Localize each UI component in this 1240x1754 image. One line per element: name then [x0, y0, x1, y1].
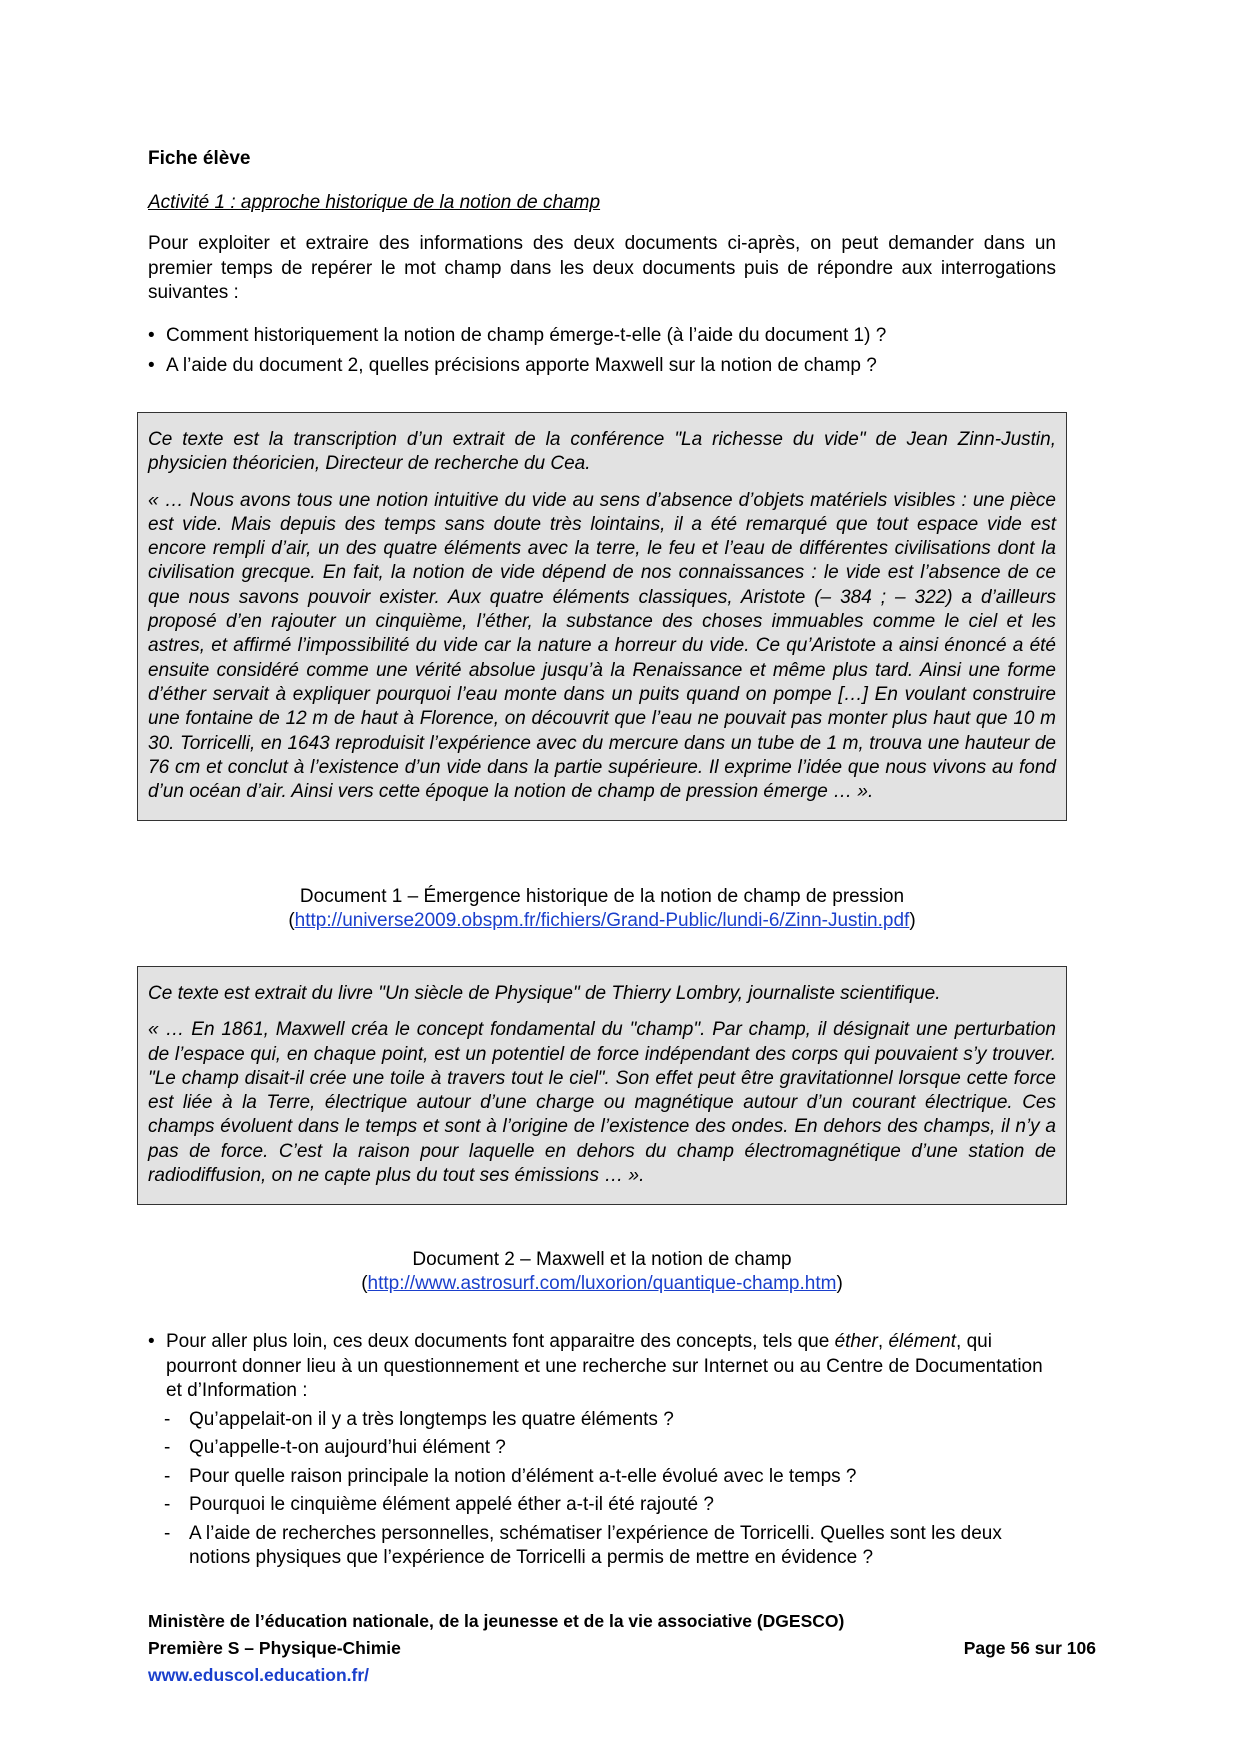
further-question-list — [148, 1408, 1056, 1571]
footer-course-row — [148, 1635, 1096, 1662]
page-title: Fiche élève — [148, 148, 251, 169]
document-2-caption-block — [148, 1248, 1056, 1296]
footer-course: Première S – Physique-Chimie — [148, 1638, 401, 1658]
document-1-source: (http://universe2009.obspm.fr/fichiers/Grand-Public/lundi-6/Zinn-Justin.pdf) — [288, 910, 916, 931]
further-question-item: - A l’aide de recherches personnelles, schématiser l’expérience de Torricelli. Quelles sont les deux notions physiques que l’expérience de Torricelli a permis de mettre en évidence ? — [148, 1522, 1056, 1571]
page-number: Page 56 sur 106 — [963, 1638, 1096, 1658]
question-item: • A l’aide du document 2, quelles précisions apporte Maxwell sur la notion de champ ? — [148, 354, 1056, 378]
document-1-box — [137, 412, 1067, 821]
document-2-link[interactable]: http://www.astrosurf.com/luxorion/quantique-champ.htm — [367, 1273, 837, 1294]
further-question-item: - Qu’appelait-on il y a très longtemps les quatre éléments ? — [148, 1408, 1056, 1433]
further-lead: • Pour aller plus loin, ces deux documents font apparaitre des concepts, tels que éther, élément, qui pourront donner lieu à un questionnement et une recherche sur Internet ou au Centre de Documentation et d’Information : — [148, 1330, 1056, 1404]
document-2-source: (http://www.astrosurf.com/luxorion/quantique-champ.htm) — [361, 1273, 843, 1294]
document-1-link[interactable]: http://universe2009.obspm.fr/fichiers/Grand-Public/lundi-6/Zinn-Justin.pdf — [294, 910, 910, 931]
question-item: • Comment historiquement la notion de champ émerge-t-elle (à l’aide du document 1) ? — [148, 324, 1056, 348]
document-1-caption-block — [148, 885, 1056, 933]
document-2-intro: Ce texte est extrait du livre "Un siècle de Physique" de Thierry Lombry, journaliste scientifique. — [148, 983, 941, 1004]
document-1-quote: « … Nous avons tous une notion intuitive du vide au sens d’absence d’objets matériels visibles : une pièce est vide. Mais depuis des temps sans doute très lointains, il a été remarqué que tout espace vide est encore rempli d’air, un des quatre éléments avec la terre, le feu et l’eau de différentes civilisations dont la civilisation grecque. En fait, la notion de vide dépend de nos connaissances : le vide est l’absence de ce que nous savons pouvoir exister. Aux quatre éléments classiques, Aristote (– 384 ; – 322) a d’ailleurs proposé d’en rajouter un cinquième, l’éther, la substance des choses immuables comme le ciel et les astres, et affirmé l’impossibilité du vide car la nature a horreur du vide. Ce qu’Aristote a ainsi énoncé a été ensuite considéré comme une vérité absolue jusqu’à la Renaissance et même plus tard. Ainsi une forme d’éther servait à expliquer pourquoi l’eau monte dans un puits quand on pompe […] En voulant construire une fontaine de 12 m de haut à Florence, on découvrit que l’eau ne pouvait pas monter plus haut que 10 m 30. Torricelli, en 1643 reproduisit l’expérience avec du mercure dans un tube de 1 m, trouva une hauteur de 76 cm et conclut à l’existence d’un vide dans la partie supérieure. Il exprime l’idée que nous vivons au fond d’un océan d’air. Ainsi vers cette époque la notion de champ de pression émerge … ». — [148, 489, 1056, 803]
document-2-quote: « … En 1861, Maxwell créa le concept fondamental du "champ". Par champ, il désignait une perturbation de l’espace qui, en chaque point, est un potentiel de force indépendant des corps qui pouvaient s’y trouver. "Le champ disait-il crée une toile à travers tout le ciel". Son effet peut être gravitationnel lorsque cette force est liée à la Terre, électrique autour d’une charge ou magnétique autour d’un courant électrique. Ces champs évoluent dans le temps et sont à l’origine de l’existence des ondes. En dehors des champs, il n’y a pas de force. C’est la raison pour laquelle en dehors du champ électromagnétique d’une station de radiodiffusion, on ne capte plus du tout ses émissions … ». — [148, 1019, 1056, 1187]
further-question-item: - Pour quelle raison principale la notion d’élément a-t-elle évolué avec le temps ? — [148, 1465, 1056, 1490]
footer-ministry: Ministère de l’éducation nationale, de la jeunesse et de la vie associative (DGESCO) — [148, 1611, 845, 1631]
footer-url[interactable]: www.eduscol.education.fr/ — [148, 1665, 370, 1685]
term-element: élément — [888, 1331, 957, 1352]
further-question-item: - Pourquoi le cinquième élément appelé éther a-t-il été rajouté ? — [148, 1493, 1056, 1518]
activity-heading: Activité 1 : approche historique de la notion de champ — [148, 192, 601, 213]
intro-paragraph: Pour exploiter et extraire des informations des deux documents ci-après, on peut demander dans un premier temps de repérer le mot champ dans les deux documents puis de répondre aux interrogations suivantes : — [148, 233, 1056, 303]
further-question-item: - Qu’appelle-t-on aujourd’hui élément ? — [148, 1436, 1056, 1461]
term-ether: éther — [834, 1331, 878, 1352]
document-2-caption: Document 2 – Maxwell et la notion de champ — [412, 1249, 792, 1270]
question-list — [148, 324, 1056, 384]
document-1-caption: Document 1 – Émergence historique de la notion de champ de pression — [299, 886, 905, 907]
further-section — [148, 1330, 1056, 1571]
document-2-box — [137, 966, 1067, 1205]
page-footer — [148, 1608, 1096, 1689]
document-1-intro: Ce texte est la transcription d’un extrait de la conférence "La richesse du vide" de Jean Zinn-Justin, physicien théoricien, Directeur de recherche du Cea. — [148, 429, 1056, 475]
